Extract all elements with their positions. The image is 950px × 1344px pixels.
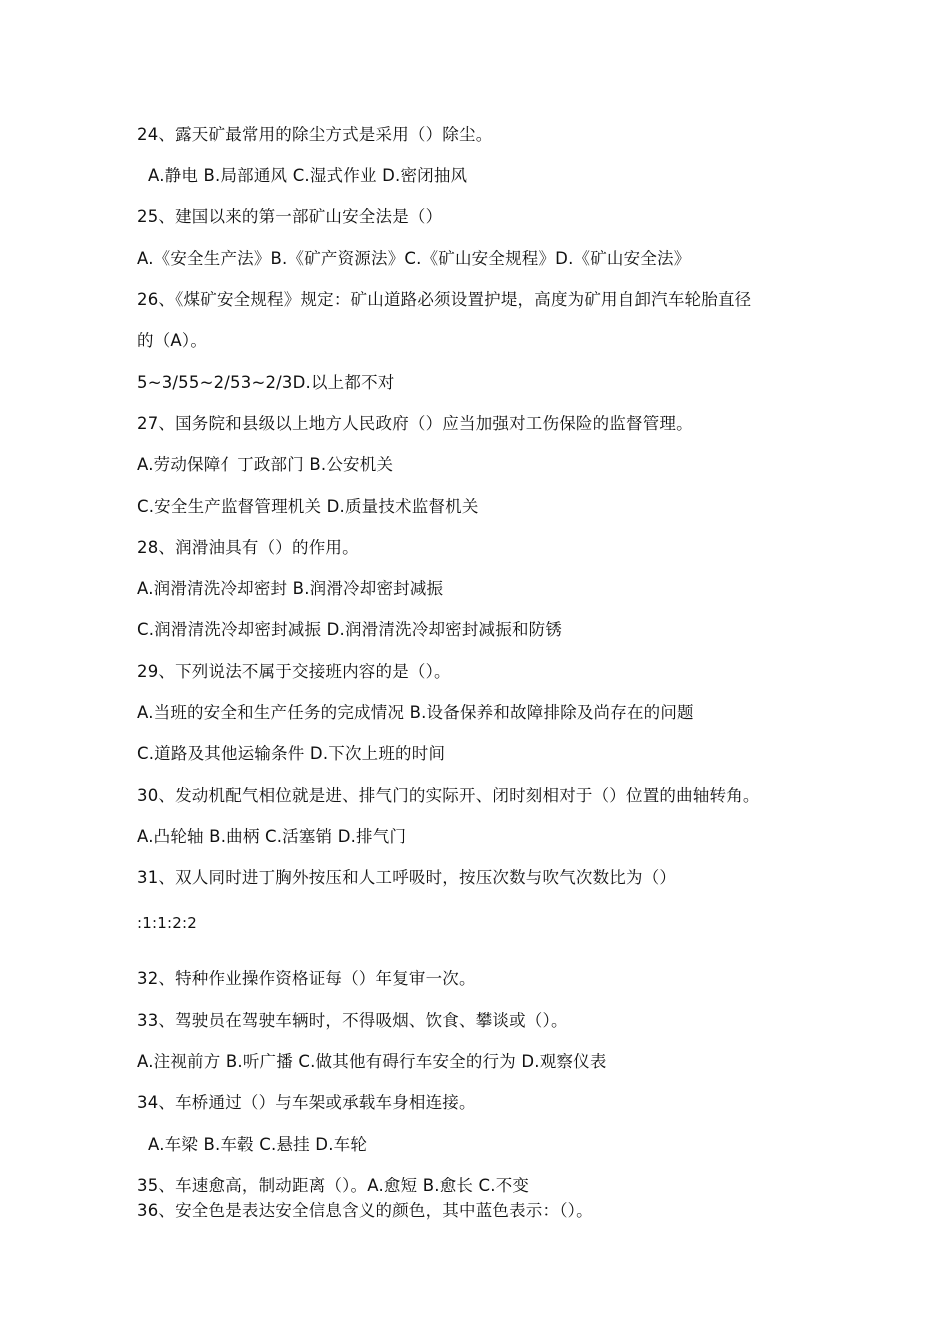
question-28: 28、润滑油具有（）的作用。 bbox=[137, 538, 359, 557]
question-24: 24、露天矿最常用的除尘方式是采用（）除尘。 bbox=[137, 125, 493, 144]
question-24-options: A.静电 B.局部通风 C.湿式作业 D.密闭抽风 bbox=[148, 166, 468, 185]
question-29: 29、下列说法不属于交接班内容的是（）。 bbox=[137, 662, 451, 681]
question-27-options-1: A.劳动保障亻丁政部门 B.公安机关 bbox=[137, 455, 394, 474]
question-36: 36、安全色是表达安全信息含义的颜色，其中蓝色表示：（）。 bbox=[137, 1201, 593, 1220]
question-32: 32、特种作业操作资格证每（）年复审一次。 bbox=[137, 969, 476, 988]
question-26: 26、《煤矿安全规程》规定：矿山道路必须设置护堤，高度为矿用自卸汽车轮胎直径 bbox=[137, 290, 752, 309]
question-34-options: A.车梁 B.车毂 C.悬挂 D.车轮 bbox=[148, 1135, 368, 1154]
question-27: 27、国务院和县级以上地方人民政府（）应当加强对工伤保险的监督管理。 bbox=[137, 414, 693, 433]
question-27-options-2: C.安全生产监督管理机关 D.质量技术监督机关 bbox=[137, 497, 479, 516]
question-30: 30、发动机配气相位就是进、排气门的实际开、闭时刻相对于（）位置的曲轴转角。 bbox=[137, 786, 760, 805]
question-33-options: A.注视前方 B.听广播 C.做其他有碍行车安全的行为 D.观察仪表 bbox=[137, 1052, 607, 1071]
question-31-options: :1:1:2:2 bbox=[137, 914, 197, 932]
question-25-options: A.《安全生产法》B.《矿产资源法》C.《矿山安全规程》D.《矿山安全法》 bbox=[137, 249, 691, 268]
question-31: 31、双人同时进丁胸外按压和人工呼吸时，按压次数与吹气次数比为（） bbox=[137, 868, 677, 887]
question-34: 34、车桥通过（）与车架或承载车身相连接。 bbox=[137, 1093, 476, 1112]
question-25: 25、建国以来的第一部矿山安全法是（） bbox=[137, 207, 443, 226]
question-29-options-1: A.当班的安全和生产任务的完成情况 B.设备保养和故障排除及尚存在的问题 bbox=[137, 703, 694, 722]
question-33: 33、驾驶员在驾驶车辆时，不得吸烟、饮食、攀谈或（）。 bbox=[137, 1011, 568, 1030]
question-35: 35、车速愈高，制动距离（）。A.愈短 B.愈长 C.不变 bbox=[137, 1176, 530, 1195]
question-26-options: 5~3/55~2/53~2/3D.以上都不对 bbox=[137, 373, 395, 392]
question-29-options-2: C.道路及其他运输条件 D.下次上班的时间 bbox=[137, 744, 446, 763]
question-28-options-1: A.润滑清洗冷却密封 B.润滑冷却密封减振 bbox=[137, 579, 444, 598]
question-30-options: A.凸轮轴 B.曲柄 C.活塞销 D.排气门 bbox=[137, 827, 407, 846]
question-28-options-2: C.润滑清洗冷却密封减振 D.润滑清洗冷却密封减振和防锈 bbox=[137, 620, 563, 639]
question-26-continued: 的（A）。 bbox=[137, 331, 208, 350]
